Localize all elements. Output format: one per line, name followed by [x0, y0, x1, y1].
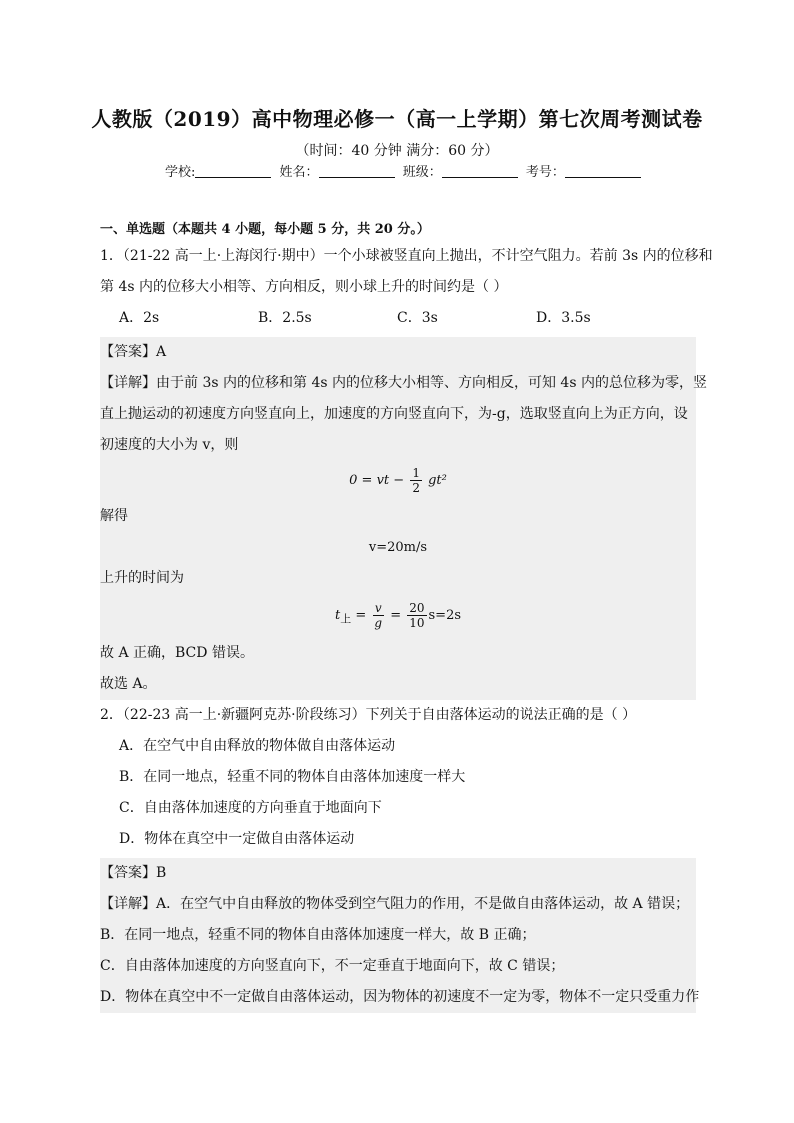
number-label: 考号： [525, 165, 565, 180]
fraction: $\frac{20}{10}$ [409, 601, 425, 630]
section-heading: 一、单选题（本题共 4 小题，每小题 5 分，共 20 分。） [100, 222, 430, 237]
detail-line: B．在同一地点，轻重不同的物体自由落体加速度一样大，故 B 正确； [100, 927, 536, 943]
conclusion-line: 故选 A。 [100, 676, 157, 692]
equation-2: v=20m/s [368, 540, 428, 555]
number-blank[interactable] [565, 163, 641, 178]
option-a: A．在空气中自由释放的物体做自由落体运动 [119, 738, 396, 754]
question-1-stem-line: 1．（21-22 高一上·上海闵行·期中）一个小球被竖直向上抛出，不计空气阻力。若前 3s 内的位移和 [100, 248, 713, 264]
detail-line: D．物体在真空中不一定做自由落体运动，因为物体的初速度不一定为零，物体不一定只受重力作 [100, 989, 700, 1005]
exam-subtitle: （时间：40 分钟 满分：60 分） [295, 143, 499, 159]
detail-line: 【详解】A．在空气中自由释放的物体受到空气阻力的作用，不是做自由落体运动，故 A 错误； [100, 896, 690, 912]
conclusion-line: 故 A 正确，BCD 错误。 [100, 645, 254, 661]
option-c: C．自由落体加速度的方向垂直于地面向下 [119, 800, 382, 816]
rise-label: 上升的时间为 [100, 570, 184, 586]
detail-line: 初速度的大小为 v，则 [100, 437, 239, 453]
detail-line: 直上抛运动的初速度方向竖直向上，加速度的方向竖直向下，为-g，选取竖直向上为正方向，设 [100, 406, 688, 422]
answer: 【答案】B [100, 865, 167, 881]
equation-3: $t_上$ = $\frac{v}{g}$ = $\frac{20}{10}$ s=2s [334, 601, 462, 630]
fraction: $\frac{v}{g}$ [374, 601, 383, 630]
detail-line: C．自由落体加速度的方向竖直向下，不一定垂直于地面向下，故 C 错误； [100, 958, 565, 974]
question-1-stem-line: 第 4s 内的位移大小相等、方向相反，则小球上升的时间约是（ ） [100, 279, 508, 295]
solve-label: 解得 [100, 508, 128, 524]
exam-title: 人教版（2019）高中物理必修一（高一上学期）第七次周考测试卷 [91, 107, 703, 131]
option-c: C．3s [397, 310, 438, 326]
school-blank[interactable] [195, 163, 271, 178]
option-a: A．2s [119, 310, 160, 326]
equation-1: 0 = vt − $\frac{1}{2}$ gt² [349, 466, 447, 495]
student-info-row [165, 161, 645, 180]
question-1-solution [100, 337, 707, 700]
option-d: D．3.5s [536, 310, 591, 326]
question-2-stem-line: 2．（22-23 高一上·新疆阿克苏·阶段练习）下列关于自由落体运动的说法正确的是（ ） [100, 707, 637, 723]
class-blank[interactable] [442, 163, 518, 178]
option-b: B．在同一地点，轻重不同的物体自由落体加速度一样大 [119, 769, 466, 785]
question-2-solution [100, 858, 700, 1013]
detail-line: 【详解】由于前 3s 内的位移和第 4s 内的位移大小相等、方向相反，可知 4s 内的总位移为零，竖 [100, 375, 707, 391]
answer: 【答案】A [100, 344, 167, 360]
name-label: 姓名： [279, 165, 319, 180]
exam-content [100, 219, 713, 1013]
question-1-options [100, 303, 696, 334]
fraction: $\frac{1}{2}$ [412, 466, 420, 495]
name-blank[interactable] [319, 163, 395, 178]
option-d: D．物体在真空中一定做自由落体运动 [119, 831, 355, 847]
school-label: 学校: [165, 165, 196, 180]
class-label: 班级： [402, 165, 442, 180]
option-b: B．2.5s [258, 310, 312, 326]
